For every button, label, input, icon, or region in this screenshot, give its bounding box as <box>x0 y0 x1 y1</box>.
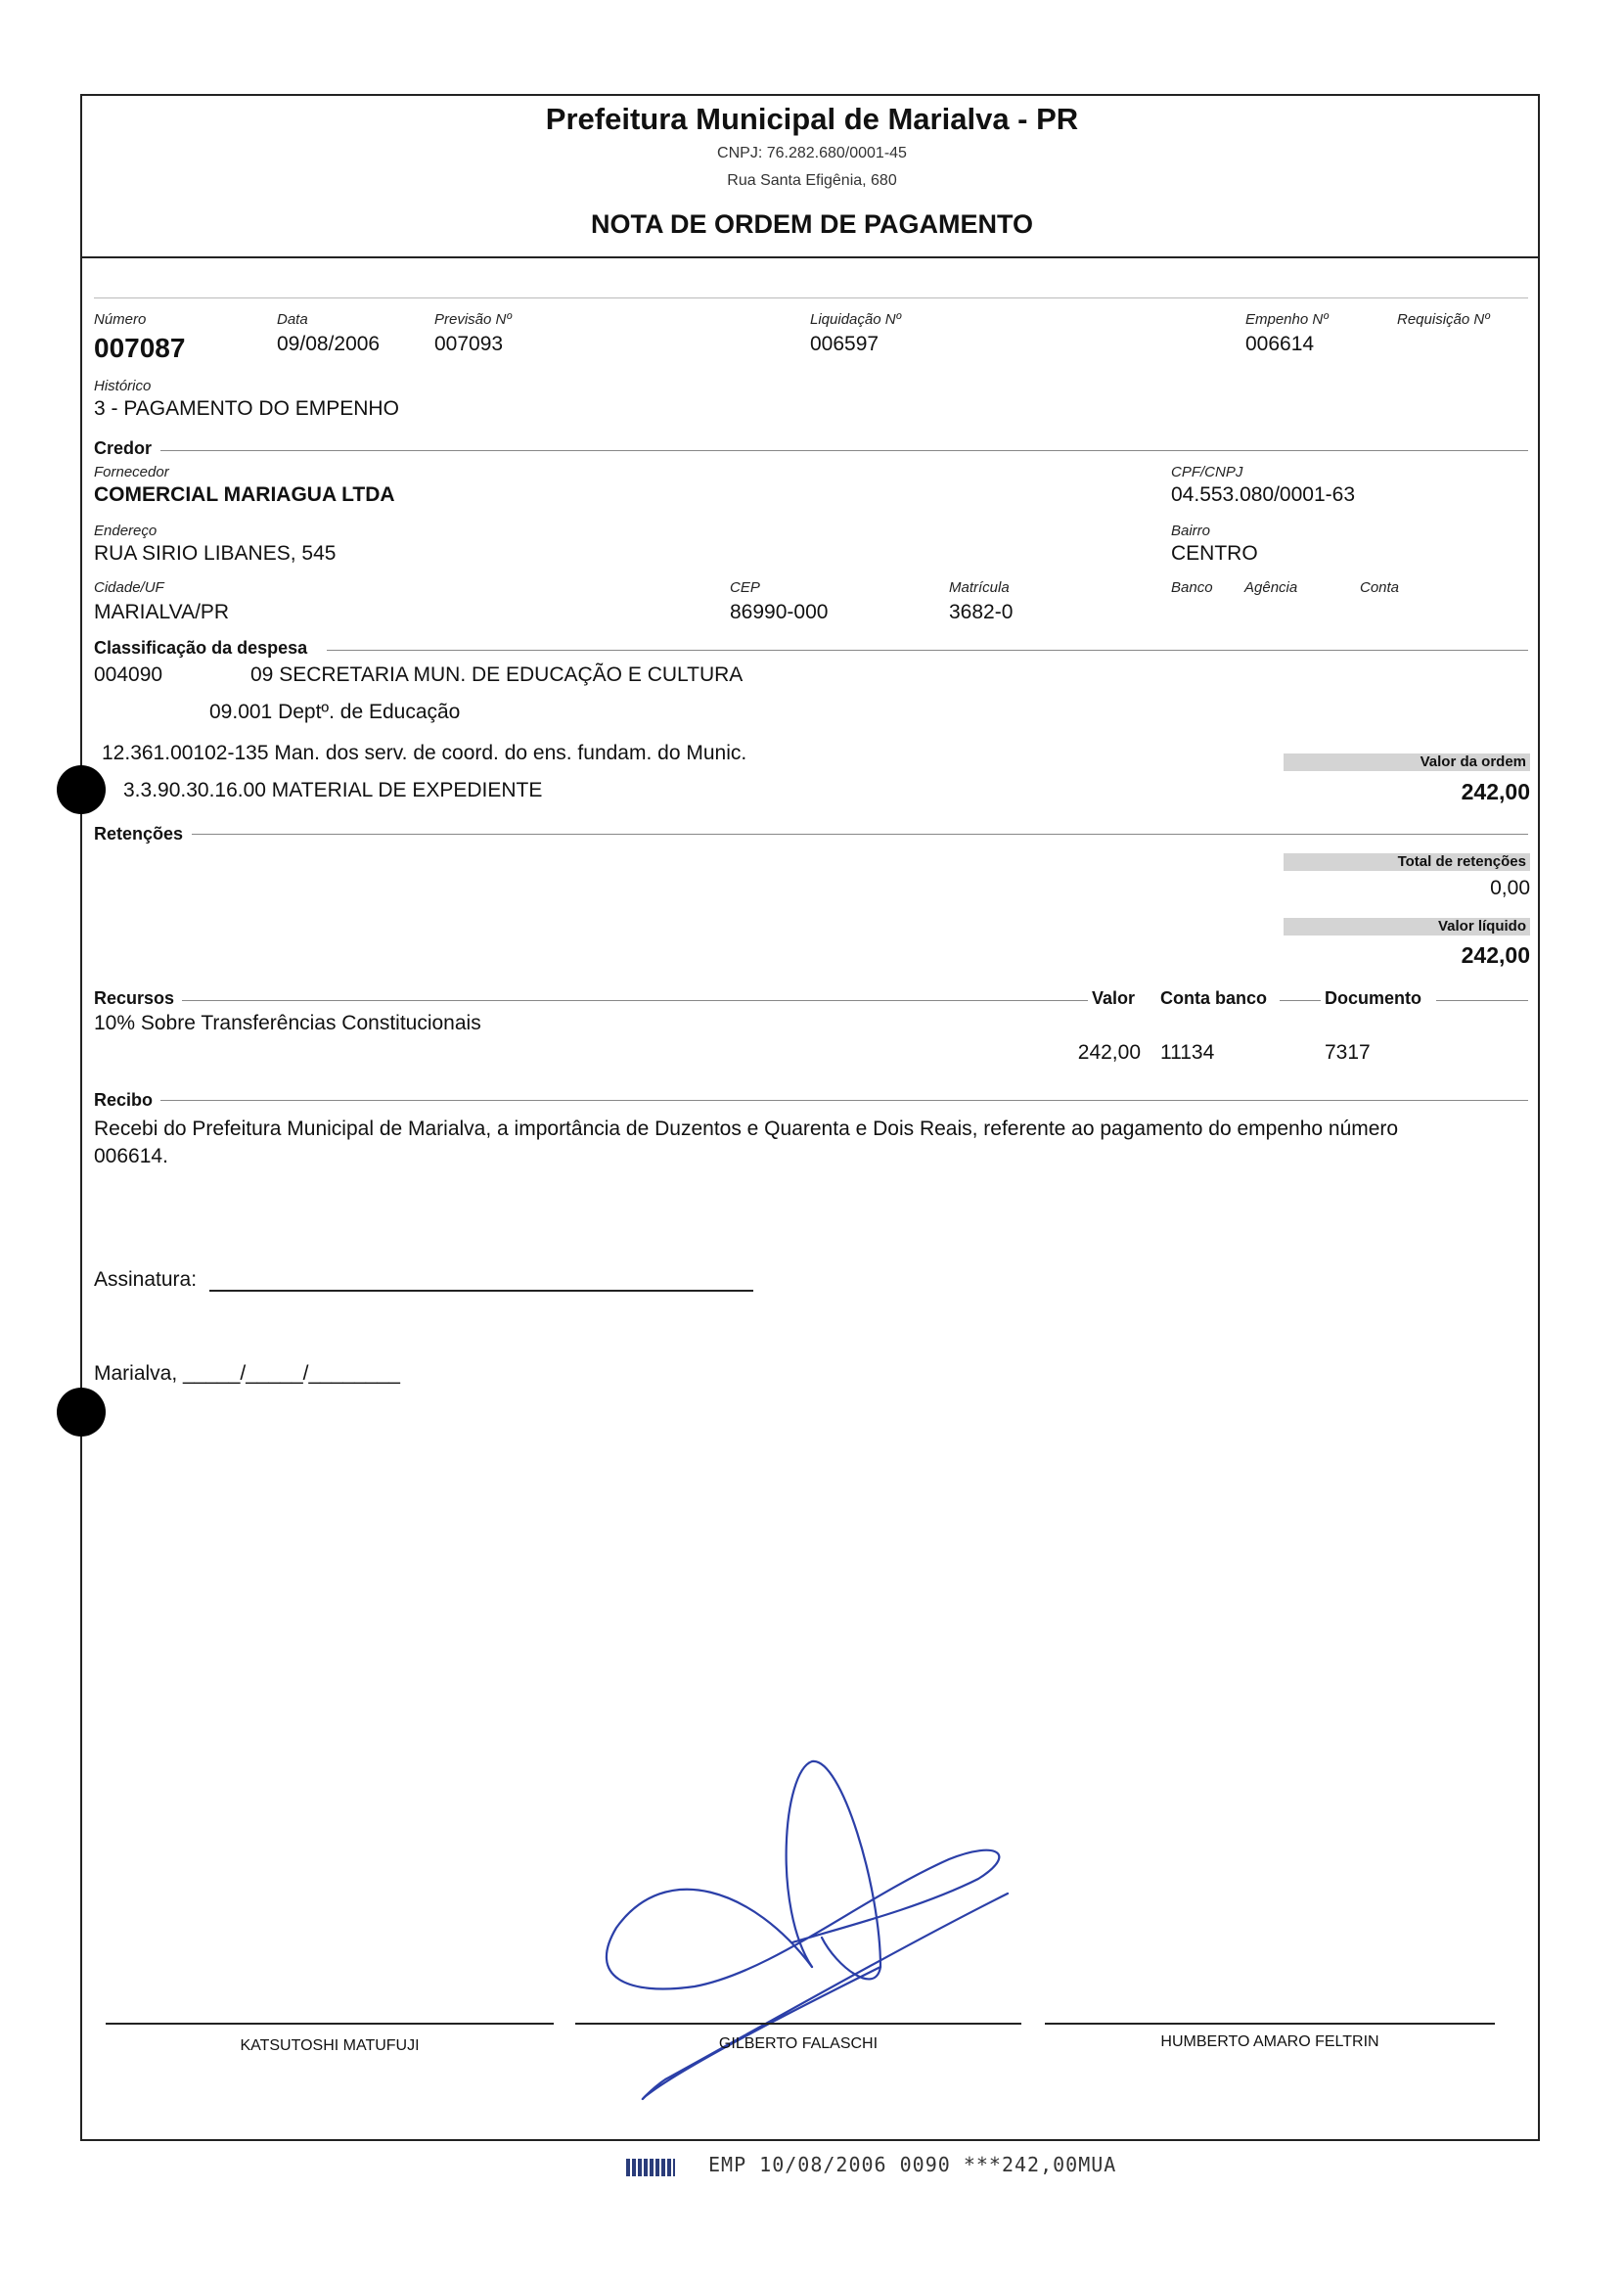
fornecedor-value: COMERCIAL MARIAGUA LTDA <box>94 483 395 506</box>
conta-label: Conta <box>1360 579 1400 596</box>
credor-section-title: Credor <box>94 438 153 458</box>
signatory-3-name: HUMBERTO AMARO FELTRIN <box>1160 2033 1379 2050</box>
recibo-text-line1: Recebi do Prefeitura Municipal de Marialva, a importância de Duzentos e Quarenta e Dois Reais, referente ao pagamento do empenho número <box>94 1118 1399 1140</box>
recursos-section-title: Recursos <box>94 988 175 1008</box>
signatory-2-name: GILBERTO FALASCHI <box>718 2035 879 2052</box>
cpf-value: 04.553.080/0001-63 <box>1171 483 1356 506</box>
punch-hole-top <box>57 765 106 814</box>
cidade-value: MARIALVA/PR <box>94 601 230 623</box>
assinatura-line <box>209 1290 753 1292</box>
historico-label: Histórico <box>94 378 152 394</box>
recursos-divider-2 <box>1280 1000 1321 1001</box>
payment-stamp: EMP 10/08/2006 0090 ***242,00MUA <box>708 2153 1117 2176</box>
signature-line-3 <box>1045 2023 1495 2025</box>
local-date: Marialva, _____/_____/________ <box>94 1362 400 1385</box>
numero-value: 007087 <box>94 333 186 363</box>
requisicao-label: Requisição Nº <box>1397 311 1490 328</box>
elemento-value: 3.3.90.30.16.00 MATERIAL DE EXPEDIENTE <box>123 779 543 801</box>
recursos-divider <box>182 1000 1088 1001</box>
punch-hole-bottom <box>57 1388 106 1437</box>
secretaria-value: 09 SECRETARIA MUN. DE EDUCAÇÃO E CULTURA <box>250 663 744 686</box>
valor-ordem-value: 242,00 <box>1461 779 1530 804</box>
previsao-label: Previsão Nº <box>434 311 512 328</box>
cidade-label: Cidade/UF <box>94 579 164 596</box>
total-retencoes-label: Total de retenções <box>1284 853 1530 871</box>
header-divider-thin <box>94 297 1528 298</box>
stamp-logo-icon <box>626 2159 675 2176</box>
classificacao-code: 004090 <box>94 663 163 686</box>
historico-value: 3 - PAGAMENTO DO EMPENHO <box>94 397 399 420</box>
assinatura-label: Assinatura: <box>94 1268 198 1291</box>
empenho-value: 006614 <box>1245 333 1315 355</box>
signature-line-2 <box>575 2023 1021 2025</box>
recursos-doc-header: Documento <box>1325 988 1421 1008</box>
fornecedor-label: Fornecedor <box>94 464 169 480</box>
document-title: NOTA DE ORDEM DE PAGAMENTO <box>590 209 1033 239</box>
data-label: Data <box>277 311 308 328</box>
previsao-value: 007093 <box>434 333 504 355</box>
endereco-value: RUA SIRIO LIBANES, 545 <box>94 542 337 565</box>
cpf-label: CPF/CNPJ <box>1171 464 1243 480</box>
programa-value: 12.361.00102-135 Man. dos serv. de coord. do ens. fundam. do Munic. <box>102 742 747 764</box>
recibo-divider <box>160 1100 1528 1101</box>
liquidacao-value: 006597 <box>810 333 880 355</box>
page-title: Prefeitura Municipal de Marialva - PR <box>545 102 1079 136</box>
recursos-fonte: 10% Sobre Transferências Constitucionais <box>94 1012 481 1034</box>
handwritten-signature <box>587 1742 1047 2123</box>
credor-divider <box>160 450 1528 451</box>
signature-line-1 <box>106 2023 554 2025</box>
numero-label: Número <box>94 311 147 328</box>
bairro-value: CENTRO <box>1171 542 1258 565</box>
liquidacao-label: Liquidação Nº <box>810 311 902 328</box>
bairro-label: Bairro <box>1171 523 1211 539</box>
endereco-label: Endereço <box>94 523 158 539</box>
cep-value: 86990-000 <box>730 601 829 623</box>
data-value: 09/08/2006 <box>277 333 381 355</box>
matricula-label: Matrícula <box>949 579 1010 596</box>
cnpj-line: CNPJ: 76.282.680/0001-45 <box>717 145 907 161</box>
recursos-valor-header: Valor <box>1092 988 1136 1008</box>
agencia-label: Agência <box>1244 579 1298 596</box>
valor-liquido-label: Valor líquido <box>1284 918 1530 936</box>
cep-label: CEP <box>730 579 760 596</box>
retencoes-divider <box>192 834 1528 835</box>
classificacao-divider <box>327 650 1528 651</box>
recursos-valor: 242,00 <box>1077 1041 1141 1064</box>
recursos-documento: 7317 <box>1325 1041 1371 1064</box>
total-retencoes-value: 0,00 <box>1490 877 1530 899</box>
recursos-conta: 11134 <box>1160 1041 1215 1064</box>
recursos-conta-header: Conta banco <box>1160 988 1268 1008</box>
empenho-label: Empenho Nº <box>1245 311 1329 328</box>
banco-label: Banco <box>1171 579 1213 596</box>
retencoes-section-title: Retenções <box>94 824 184 844</box>
depto-value: 09.001 Deptº. de Educação <box>209 701 461 723</box>
recibo-section-title: Recibo <box>94 1090 154 1110</box>
signatory-1-name: KATSUTOSHI MATUFUJI <box>240 2037 420 2054</box>
recibo-text-line2: 006614. <box>94 1145 168 1167</box>
header-divider <box>80 256 1540 258</box>
matricula-value: 3682-0 <box>949 601 1014 623</box>
address-line: Rua Santa Efigênia, 680 <box>727 172 897 189</box>
valor-liquido-value: 242,00 <box>1461 942 1530 968</box>
valor-ordem-label: Valor da ordem <box>1284 753 1530 771</box>
classificacao-section-title: Classificação da despesa <box>94 638 308 658</box>
recursos-divider-3 <box>1436 1000 1528 1001</box>
